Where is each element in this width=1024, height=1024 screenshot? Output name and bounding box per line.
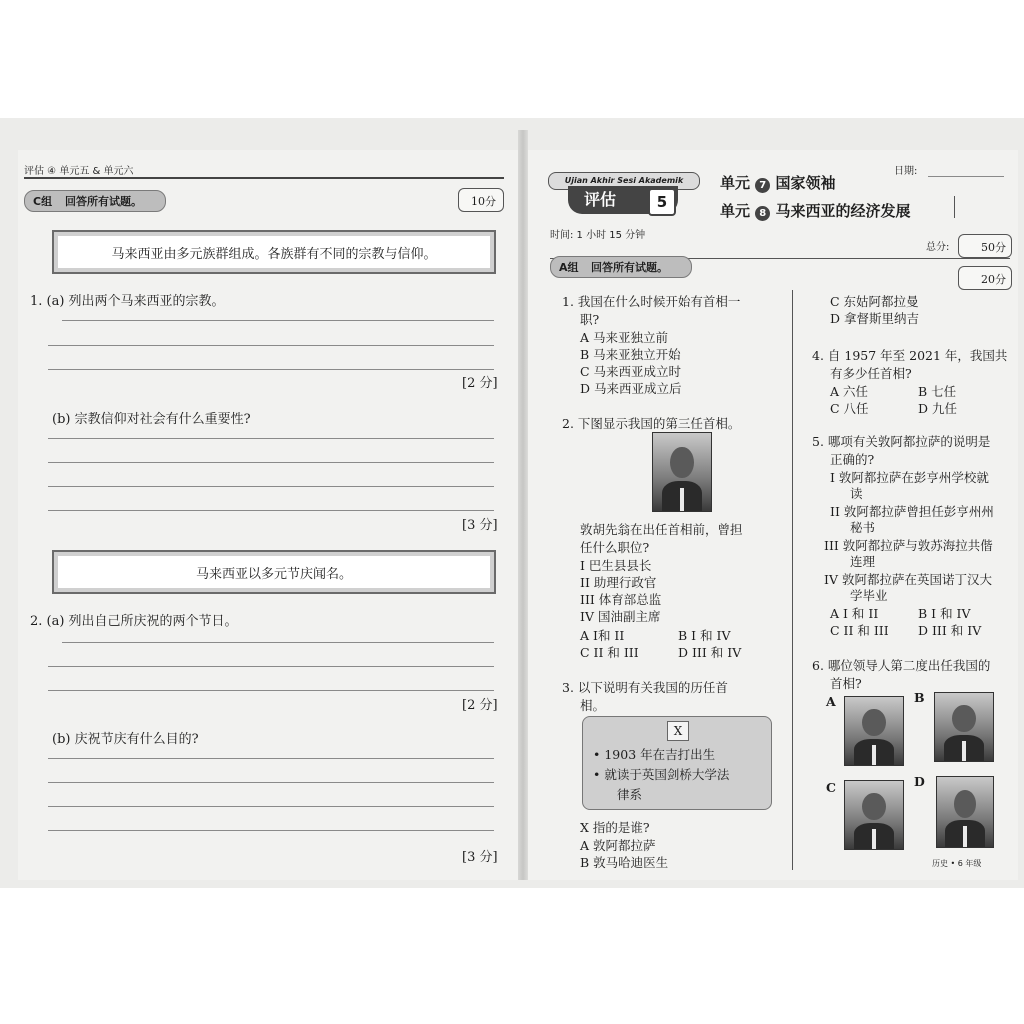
q6-option-d-portrait (936, 776, 994, 848)
section-a-instruction: 回答所有试题。 (591, 261, 668, 274)
answer-line (48, 830, 494, 831)
q2-option-a: A I和 II (580, 628, 625, 643)
q6-option-a-label: A (826, 694, 836, 709)
q6-option-a-portrait (844, 696, 904, 766)
section-c-tag (24, 190, 166, 212)
answer-line (48, 782, 494, 783)
q3-option-c: C 东姑阿都拉曼 (830, 294, 919, 309)
q6-option-b-label: B (914, 690, 925, 705)
q3-box-title: X (667, 721, 689, 741)
question-1a: 1. (a) 列出两个马来西亚的宗教。 (30, 294, 225, 309)
section-c-score: 10分 (458, 188, 504, 212)
unit-7-heading: 单元 7 国家领袖 (720, 174, 836, 192)
section-a-score: 20分 (958, 266, 1012, 290)
unit-8-number: 8 (755, 206, 770, 221)
q5-option-d: D III 和 IV (918, 623, 982, 638)
unit-7-number: 7 (755, 178, 770, 193)
stimulus-festivals: 马来西亚以多元节庆闻名。 (52, 550, 496, 594)
answer-line (48, 666, 494, 667)
q1-option-c: C 马来西亚成立时 (580, 364, 682, 379)
answer-line (48, 510, 494, 511)
q5-option-b: B I 和 IV (918, 606, 971, 621)
badge-title: 评估 (568, 186, 678, 214)
badge-number: 5 (648, 188, 676, 216)
total-score-box: 50分 (958, 234, 1012, 258)
q1-stem: 1. 我国在什么时候开始有首相一 (562, 294, 741, 309)
answer-line (62, 320, 494, 321)
q2-option-d: D III 和 IV (678, 645, 742, 660)
right-page: 日期: Ujian Akhir Sesi Akademik 评估 5 单元 7 国家领袖 单元 8 马来西亚的经济发展 时间: 1 小时 15 分钟 总分: 50分 A组 回答所有试题。 20分 1. 我国在什么时候开始有首相一 职? A 马来亚独立前 B 马来亚独立开始 C 马来西亚成立时 D 马来西亚成立后 2. 下图显示我国的第三任首相。 敦胡先翁在出任首相前，曾担 任什么职位? I 巴生县县长 II 助理行政官 III 体育部总监 IV 国油副主席 A I和 II B I 和 IV C II 和 III D III 和 IV 3. 以下说明有关我国的历任首 相。 X • 1903 年在吉打出生 • 就读于英国剑桥大学法 律系 X 指的是谁? A 敦阿都拉萨 B 敦马哈迪医生 C 东姑阿都拉曼 D 拿督斯里纳吉 4. 自 1957 年至 2021 年，我国共 有多少任首相? A 六任 B 七任 C 八任 D 九任 5. 哪项有关敦阿都拉萨的说明是 正确的? I 敦阿都拉萨在彭亨州学校就 读 II 敦阿都拉萨曾担任彭亨州州 秘书 III 敦阿都拉萨与敦苏海拉共偕 连理 IV 敦阿都拉萨在英国诺丁汉大 学毕业 A I 和 II B I 和 IV C II 和 III D III 和 IV 6. 哪位领导人第二度出任我国的 首相? A B C D 历史 • 6 年级 (528, 150, 1018, 880)
q4-option-b: B 七任 (918, 384, 957, 399)
header-rule (24, 177, 504, 179)
section-c-label: C组 (33, 195, 53, 208)
q1-option-a: A 马来亚独立前 (580, 330, 669, 345)
answer-line (62, 642, 494, 643)
q1-option-d: D 马来西亚成立后 (580, 381, 682, 396)
question-2a: 2. (a) 列出自己所庆祝的两个节日。 (30, 614, 238, 629)
q3-option-d: D 拿督斯里纳吉 (830, 311, 919, 326)
book-gutter (518, 130, 528, 880)
marks-2a: [2 分] (462, 698, 498, 713)
answer-line (48, 462, 494, 463)
q2-stem: 2. 下图显示我国的第三任首相。 (562, 416, 741, 431)
third-pm-portrait (652, 432, 712, 512)
answer-line (48, 758, 494, 759)
date-label: 日期: (894, 166, 918, 177)
section-a-tag (550, 256, 692, 278)
time-allowed: 时间: 1 小时 15 分钟 (550, 230, 646, 241)
left-page (18, 150, 518, 880)
q1-option-b: B 马来亚独立开始 (580, 347, 681, 362)
q4-option-d: D 九任 (918, 401, 957, 416)
unit-divider (954, 196, 955, 218)
section-a-label: A组 (559, 261, 579, 274)
page-header: 评估 ④ 单元五 & 单元六 (24, 166, 134, 177)
unit-8-heading: 单元 8 马来西亚的经济发展 (720, 202, 911, 220)
q6-stem: 6. 哪位领导人第二度出任我国的 (812, 658, 991, 673)
q3-ask: X 指的是谁? (580, 820, 650, 835)
date-line (928, 176, 1004, 177)
answer-line (48, 690, 494, 691)
total-label: 总分: (926, 242, 950, 253)
answer-line (48, 345, 494, 346)
q3-option-b: B 敦马哈迪医生 (580, 855, 669, 870)
page-footer: 历史 • 6 年级 (932, 859, 982, 868)
q3-option-a: A 敦阿都拉萨 (580, 838, 656, 853)
q6-option-d-label: D (914, 774, 925, 789)
q6-option-c-portrait (844, 780, 904, 850)
q4-option-c: C 八任 (830, 401, 869, 416)
q5-option-c: C II 和 III (830, 623, 889, 638)
badge-banner: Ujian Akhir Sesi Akademik (548, 172, 700, 190)
q4-option-a: A 六任 (830, 384, 869, 399)
q6-option-b-portrait (934, 692, 994, 762)
q2-option-c: C II 和 III (580, 645, 639, 660)
marks-1a: [2 分] (462, 376, 498, 391)
assessment-badge (548, 172, 708, 220)
answer-line (48, 369, 494, 370)
section-c-instruction: 回答所有试题。 (65, 195, 142, 208)
stimulus-religion: 马来西亚由多元族群组成。各族群有不同的宗教与信仰。 (52, 230, 496, 274)
answer-line (48, 486, 494, 487)
marks-1b: [3 分] (462, 518, 498, 533)
q3-stem: 3. 以下说明有关我国的历任首 (562, 680, 728, 695)
answer-line (48, 438, 494, 439)
question-2b: (b) 庆祝节庆有什么目的? (52, 732, 199, 747)
q5-option-a: A I 和 II (830, 606, 879, 621)
q4-stem: 4. 自 1957 年至 2021 年，我国共 (812, 348, 1008, 363)
q3-info-box: X • 1903 年在吉打出生 • 就读于英国剑桥大学法 律系 (582, 716, 772, 810)
marks-2b: [3 分] (462, 850, 498, 865)
q5-stem: 5. 哪项有关敦阿都拉萨的说明是 (812, 434, 991, 449)
answer-line (48, 806, 494, 807)
q2-option-b: B I 和 IV (678, 628, 731, 643)
column-divider (792, 290, 793, 870)
question-1b: (b) 宗教信仰对社会有什么重要性? (52, 412, 251, 427)
q6-option-c-label: C (826, 780, 836, 795)
